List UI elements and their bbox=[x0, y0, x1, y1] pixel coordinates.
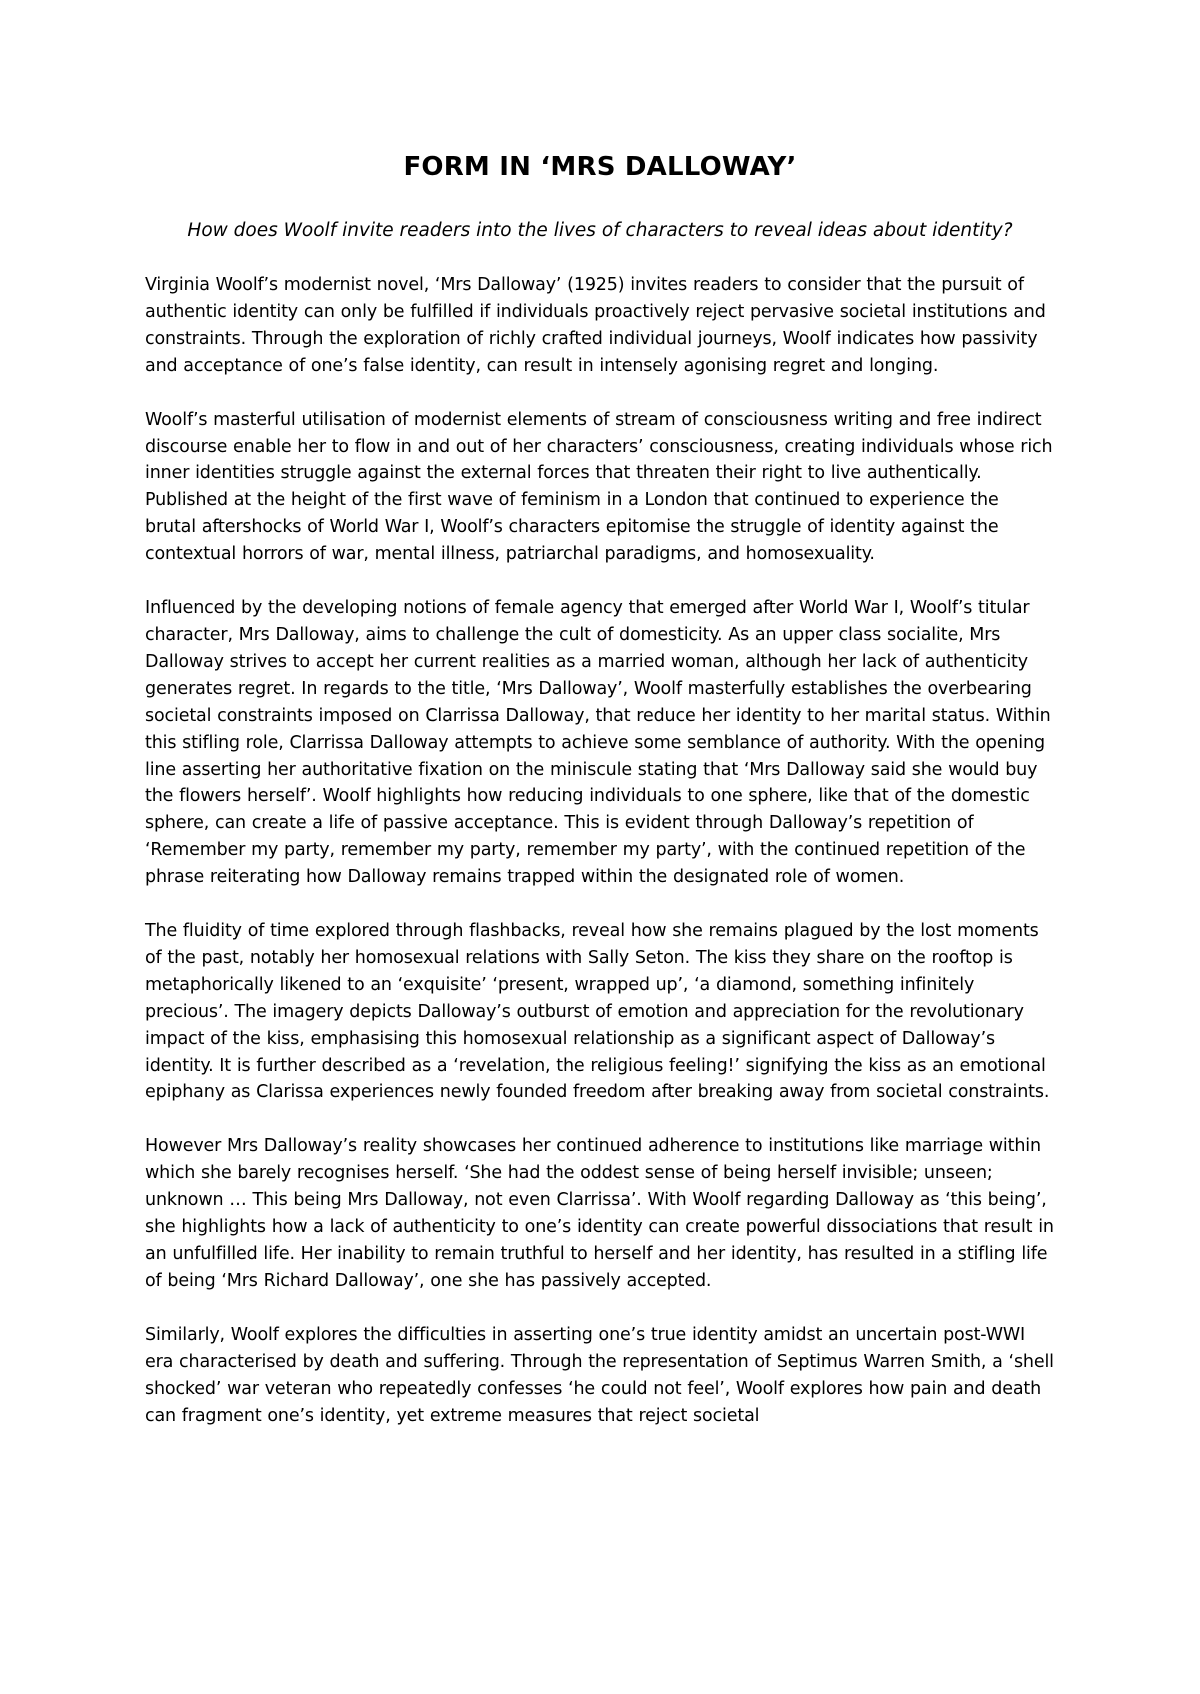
paragraph: Influenced by the developing notions of female agency that emerged after World War I, Woolf’s titular character, Mrs Dalloway, aims to challenge the cult of domesticity. As an upper class socialite, Mrs Dalloway strives to accept her current realities as a married woman, although her lack of authenticity generates regret. In regards to the title, ‘Mrs Dalloway’, Woolf masterfully establishes the overbearing societal constraints imposed on Clarrissa Dalloway, that reduce her identity to her marital status. Within this stifling role, Clarrissa Dalloway attempts to achieve some semblance of authority. With the opening line asserting her authoritative fixation on the miniscule stating that ‘Mrs Dalloway said she would buy the flowers herself’. Woolf highlights how reducing individuals to one sphere, like that of the domestic sphere, can create a life of passive acceptance. This is evident through Dalloway’s repetition of ‘Remember my party, remember my party, remember my party’, with the continued repetition of the phrase reiterating how Dalloway remains trapped within the designated role of women. bbox=[145, 598, 1051, 888]
paragraph: The fluidity of time explored through flashbacks, reveal how she remains plagued by the lost moments of the past, notably her homosexual relations with Sally Seton. The kiss they share on the rooftop is metaphorically likened to an ‘exquisite’ ‘present, wrapped up’, ‘a diamond, something infinitely precious’. The imagery depicts Dalloway’s outburst of emotion and appreciation for the revolutionary impact of the kiss, emphasising this homosexual relationship as a significant aspect of Dalloway’s identity. It is further described as a ‘revelation, the religious feeling!’ signifying the kiss as an emotional epiphany as Clarissa experiences newly founded freedom after breaking away from societal constraints. bbox=[145, 921, 1050, 1103]
essay-question: How does Woolf invite readers into the lives of characters to reveal ideas about identity? bbox=[187, 220, 1013, 241]
paragraph: Similarly, Woolf explores the difficulties in asserting one’s true identity amidst an uncertain post-WWI era characterised by death and suffering. Through the representation of Septimus Warren Smith, a ‘shell shocked’ war veteran who repeatedly confesses ‘he could not feel’, Woolf explores how pain and death can fragment one’s identity, yet extreme measures that reject societal bbox=[145, 1324, 1054, 1426]
paragraph: However Mrs Dalloway’s reality showcases her continued adherence to institutions like marriage within which she barely recognises herself. ‘She had the oddest sense of being herself invisible; unseen; unknown … This being Mrs Dalloway, not even Clarrissa’. With Woolf regarding Dalloway as ‘this being’, she highlights how a lack of authenticity to one’s identity can create powerful dissociations that result in an unfulfilled life. Her inability to remain truthful to herself and her identity, has resulted in a stifling life of being ‘Mrs Richard Dalloway’, one she has passively accepted. bbox=[145, 1136, 1054, 1291]
paragraph: Woolf’s masterful utilisation of modernist elements of stream of consciousness writing and free indirect discourse enable her to flow in and out of her characters’ consciousness, creating individuals whose rich inner identities struggle against the external forces that threaten their right to live authentically. Published at the height of the first wave of feminism in a London that continued to experience the brutal aftershocks of World War I, Woolf’s characters epitomise the struggle of identity against the contextual horrors of war, mental illness, patriarchal paradigms, and homosexuality. bbox=[145, 409, 1053, 565]
paragraph: Virginia Woolf’s modernist novel, ‘Mrs Dalloway’ (1925) invites readers to consider that the pursuit of authentic identity can only be fulfilled if individuals proactively reject pervasive societal institutions and constraints. Through the exploration of richly crafted individual journeys, Woolf indicates how passivity and acceptance of one’s false identity, can result in intensely agonising regret and longing. bbox=[145, 275, 1046, 376]
document-title: FORM IN ‘MRS DALLOWAY’ bbox=[403, 152, 797, 182]
essay-body bbox=[145, 272, 1055, 1429]
